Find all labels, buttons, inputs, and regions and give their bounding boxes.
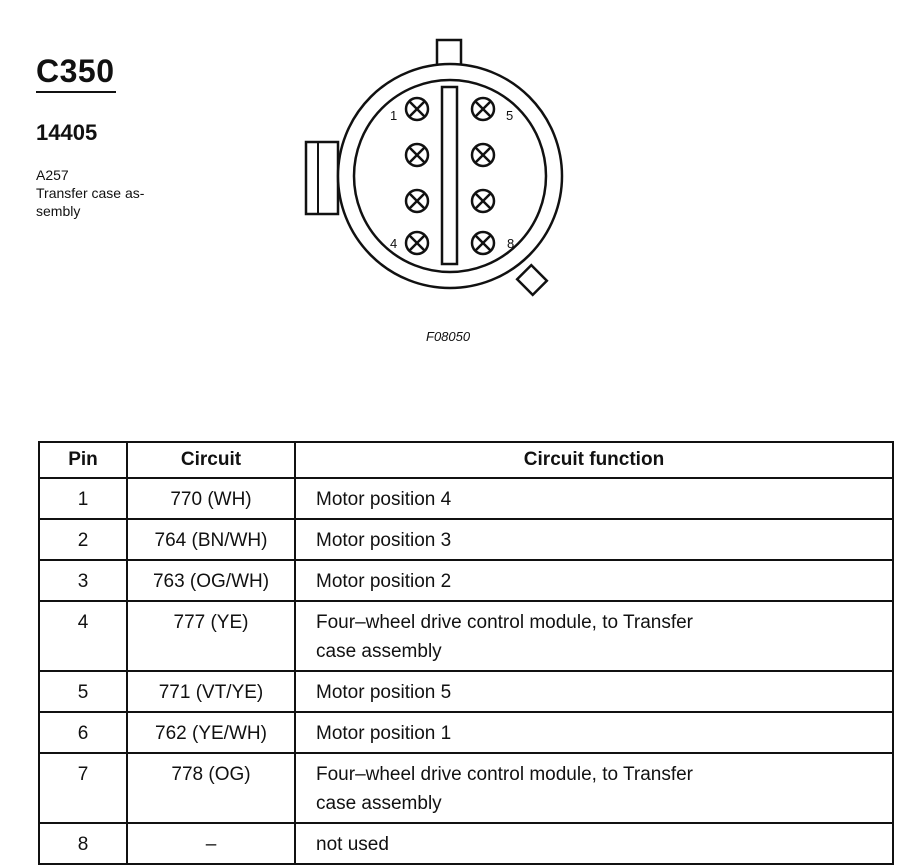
header-pin: Pin	[39, 442, 127, 478]
function-text: not used	[316, 834, 389, 855]
function-text: Motor position 5	[316, 682, 452, 703]
cell-pin: 7	[39, 753, 127, 823]
cell-function	[295, 601, 893, 671]
cell-circuit: 762 (YE/WH)	[127, 712, 295, 753]
location-code: A257	[36, 167, 69, 183]
table-row	[39, 560, 893, 601]
location-description-line2: sembly	[36, 203, 81, 219]
cell-pin: 3	[39, 560, 127, 601]
cell-circuit: 778 (OG)	[127, 753, 295, 823]
cell-circuit: 777 (YE)	[127, 601, 295, 671]
cell-pin: 4	[39, 601, 127, 671]
pin-label-8: 8	[507, 236, 515, 251]
connector-face-diagram	[300, 36, 570, 306]
cell-circuit: –	[127, 823, 295, 864]
pin-socket	[406, 232, 428, 254]
cell-circuit: 770 (WH)	[127, 478, 295, 519]
cell-function	[295, 823, 893, 864]
connector-key-tab	[517, 265, 547, 295]
connector-id-underline	[36, 91, 116, 93]
table-row	[39, 601, 893, 671]
table-row	[39, 823, 893, 864]
cell-pin: 8	[39, 823, 127, 864]
function-text-continued: case assembly	[316, 641, 442, 662]
cell-circuit: 763 (OG/WH)	[127, 560, 295, 601]
cell-function	[295, 753, 893, 823]
pin-socket	[472, 144, 494, 166]
cell-pin: 6	[39, 712, 127, 753]
cell-function	[295, 712, 893, 753]
table-row	[39, 671, 893, 712]
cell-circuit: 771 (VT/YE)	[127, 671, 295, 712]
figure-reference: F08050	[426, 329, 471, 344]
table-row	[39, 478, 893, 519]
pin-socket	[472, 98, 494, 120]
connector-id: C350	[36, 53, 115, 89]
connector-left-latch	[306, 142, 338, 214]
table-header-row	[39, 442, 893, 478]
location-description-line1: Transfer case as-	[36, 185, 145, 201]
function-text: Four–wheel drive control module, to Transfer	[316, 612, 694, 633]
function-text: Motor position 1	[316, 723, 452, 744]
cell-function	[295, 478, 893, 519]
function-text: Four–wheel drive control module, to Transfer	[316, 764, 694, 785]
pin-label-5: 5	[506, 108, 514, 123]
pinout-table	[38, 441, 894, 865]
function-text-continued: case assembly	[316, 793, 442, 814]
cell-function	[295, 671, 893, 712]
pin-label-4: 4	[390, 236, 398, 251]
pin-socket	[406, 144, 428, 166]
cell-circuit: 764 (BN/WH)	[127, 519, 295, 560]
cell-function	[295, 560, 893, 601]
pin-label-1: 1	[390, 108, 398, 123]
table-row	[39, 519, 893, 560]
location-block	[36, 166, 186, 220]
pin-socket	[472, 232, 494, 254]
function-text: Motor position 4	[316, 489, 452, 510]
table-row	[39, 753, 893, 823]
header-circuit: Circuit	[127, 442, 295, 478]
cell-pin: 5	[39, 671, 127, 712]
connector-top-tab	[437, 40, 461, 65]
connector-divider-bar	[442, 87, 457, 264]
pin-socket	[406, 98, 428, 120]
pin-socket	[406, 190, 428, 212]
cell-function	[295, 519, 893, 560]
cell-pin: 2	[39, 519, 127, 560]
part-number: 14405	[36, 120, 98, 145]
table-row	[39, 712, 893, 753]
pin-socket	[472, 190, 494, 212]
function-text: Motor position 3	[316, 530, 452, 551]
cell-pin: 1	[39, 478, 127, 519]
function-text: Motor position 2	[316, 571, 452, 592]
header-circuit-function: Circuit function	[295, 442, 893, 478]
